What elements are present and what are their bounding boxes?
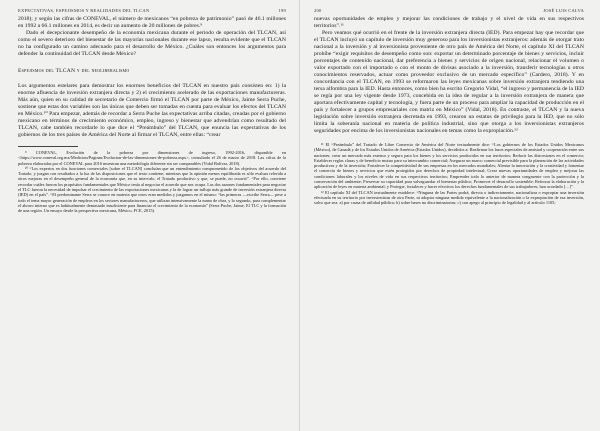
right-paragraph: nuevas oportunidades de empleo y mejorar las condiciones de trabajo y el nivel de vida en sus respectivos territorios”.¹¹ (314, 16, 584, 29)
section-heading: Espejismos del TLCAN y del neoliberalismo (18, 68, 130, 74)
footnote-rule (18, 146, 78, 147)
footnote: ⁹ CONEVAL, Evolución de la pobreza por dimensiones de ingreso, 1992-2016, disponible en <https://www.coneval.org.mx/Medicion/Paginas/Evolucion-de-las-dimensiones-de-pobreza.aspx>, consultado el 26 de marzo de 2018. Las cifras de la pobreza elaboradas por el CONEVAL para 2016 muestran una metodología diferente sin ser comparables (Vidal Bolívar, 2018). (18, 150, 286, 166)
left-body (18, 16, 286, 139)
right-paragraph: Pero veamos qué ocurrió en el frente de la inversión extranjera directa (IED). Para empezar hay que recordar que el TLCAN incluyó un capítulo de inversión muy generoso para los inversionistas extranjeros: además de otorgar trato nacional a la inversión y al inversionista proveniente de otro país de América del Norte, el capítulo XI del TLCAN prohíbe “exigir requisitos de desempeño como son: exportar un determinado porcentaje de bienes y servicios, incluir porcentajes de contenido nacional, dar preferencia a bienes y servicios de origen nacional, relacionar el volumen o valor exportado con el importado o con el monto de divisas asociado a la inversión, transferir tecnologías u otros conocimientos reservados, actuar como proveedor exclusivo de un mercado específico” (Cardero, 2018). Y en concordancia con el TLCAN, en 1993 se reformaron las leyes mexicanas sobre inversión extranjera tendiendo una tersa alfombra para la IED. Hasta entonces, como bien ha escrito Gregorio Vidal, “el ingreso y permanencia de la IED se regía por una ley vigente desde 1973, concebida en la idea de regular a la inversión extranjera de manera que aportara efectivamente capital y tecnología, y fuera parte de un proceso para ampliar la capacidad de producción en el país y fortalecer a grupos empresariales con matriz en México” (Vidal, 2018). En contraste, el TLCAN y la nueva legislación sobre inversión extranjera decretada en 1993, crearon un estatus de privilegio para la IED, que no sólo limita la soberanía nacional en materia de política industrial, sino que otorga a los inversionistas extranjeros seguridades por encima de los inversionistas nacionales en temas como la expropiación.¹² (314, 30, 584, 134)
footnote: ¹² El capítulo XI del TLCAN textualmente establece: “Ninguna de las Partes podrá, directa o indirectamente, nacionalizar o expropiar una inversión efectuada en su territorio por inversionistas de otra Parte, ni adoptar ninguna medida equivalente a la nacionalización o la expropiación de esa inversión, salvo que sea: a) por causa de utilidad pública; b) sobre bases no discriminatorias; c) con apego al principio de legalidad y al artículo 1105; (314, 189, 584, 206)
right-page-number: 200 (314, 8, 322, 13)
left-paragraph: 2018); y según las cifras de CONEVAL, el número de mexicanos “en pobreza de patrimonio” pasó de 46.1 millones en 1992 a 66.1 millones en 2014, es decir un aumento de 20 millones de pobres.⁹ (18, 16, 286, 29)
left-footnotes (18, 150, 286, 214)
section-paragraph: Los argumentos estelares para demostrar los enormes beneficios del TLCAN en nuestro país consisten en: 1) la enorme afluencia de inversión extranjera directa y 2) el crecimiento acelerado de las exportaciones manufactureras. Más aún, quien en su calidad de secretario de Comercio firmó el TLCAN por parte de México, Jaime Serra Puche, sostiene que estas dos variables son las únicas que deben ser tomadas en cuenta para evaluar los efectos del TLCAN en México.¹⁰ Para empezar, además de recordar a Serra Puche las expectativas arriba citadas, creadas por el gobierno mexicano en términos de crecimiento económico, empleo, ingreso y bienestar que advendrían como resultado del TLCAN, cabe también recordarle lo que dice el “Preámbulo” del TLCAN, que enuncia las expectativas de los gobiernos de los tres países de América del Norte al firmar el TLCAN, entre ellas: “crear (18, 83, 286, 138)
right-page (300, 0, 600, 431)
right-running-head-author: JOSÉ LUIS CALVA (543, 8, 584, 13)
left-running-head-title: EXPECTATIVAS, ESPEJISMOS Y REALIDADES DEL TLCAN (18, 8, 150, 13)
left-paragraph: Dado el decepcionante desempeño de la economía mexicana durante el periodo de operación del TLCAN, así como el severo deterioro del bienestar de las mayorías nacionales durante ese lapso, resulta evidente que el TLCAN no ha configurado un camino adecuado para el desarrollo de México. ¿Cuáles son entonces los argumentos para defender la continuidad del TLCAN desde México? (18, 30, 286, 57)
right-footnotes (314, 142, 584, 206)
left-page-number: 199 (278, 8, 286, 13)
right-body (314, 16, 584, 135)
footnote: ¹¹ El “Preámbulo” del Tratado de Libre Comercio de América del Norte textualmente dice: “Los gobiernos de los Estados Unidos Mexicanos (México), de Canadá y de los Estados Unidos de América (Estados Unidos), decididos a: Reafirmar los lazos especiales de amistad y cooperación entre sus naciones; crear un mercado más extenso y seguro para los bienes y los servicios producidos en sus territorios; Reducir las distorsiones en el comercio; Establecer reglas claras y de beneficio mutuo para su intercambio comercial; Asegurar un marco comercial previsible para la planeación de las actividades productivas y de la inversión; Fortalecer la competitividad de sus empresas en los mercados mundiales; Alentar la innovación y la creatividad y fomentar el comercio de bienes y servicios que estén protegidos por derechos de propiedad intelectual; Crear nuevas oportunidades de empleo y mejorar las condiciones laborales y los niveles de vida en sus respectivos territorios; Emprender todo lo anterior de manera congruente con la protección y la conservación del ambiente; Preservar su capacidad para salvaguardar el bienestar público; Promover el desarrollo sostenible; Reforzar la elaboración y la aplicación de leyes en materia ambiental; y Proteger, fortalecer y hacer efectivos los derechos fundamentales de sus trabajadores; han acordado […]”. (314, 142, 584, 190)
right-running-header (314, 8, 584, 16)
footnote: ¹⁰ “Los expertos en dos funciones comerciales [sobre el TLCAN] concluían que un entendimiento comprometido de los objetivos del acuerdo del Tratado, y juzgan con resultados a la luz de las disposiciones que el texto contiene, mientras que la opinión menos equilibrada es sólo evaluar referida a otros mejoras en el desempeño general de la economía que, en su intervalo, el Tratado productivo y que, se puede, no ocurrió”. “Por ello, conviene recordar cuáles fueron los propósitos fundamentales que México tenía al negociar el acuerdo que nos ocupa. Las dos razones fundamentales para negociar el TLC fueron la necesidad de impulsar el crecimiento de las exportaciones mexicanas y la de lograr un influjo más grande de inversión extranjera directa (IED) en el país”. “El predominante Serra se conoce en materia que otros eran medidos y juzgamos en el mismo: “las primeras —escribe Serra— pese a todo el tema mayor generación de empleos en los sectores manufactureros, que utilizan intensivamente la mano de obra, y lo segundo, para complementar el ahorro interno que es habitualmente demasiado insuficiente para financiar el crecimiento de la economía” (Serra Puche, Jaime, El TLC y la formación de una región. Un ensayo desde la perspectiva mexicana, México, FCE, 2015). (18, 165, 286, 214)
left-running-header (18, 8, 286, 16)
